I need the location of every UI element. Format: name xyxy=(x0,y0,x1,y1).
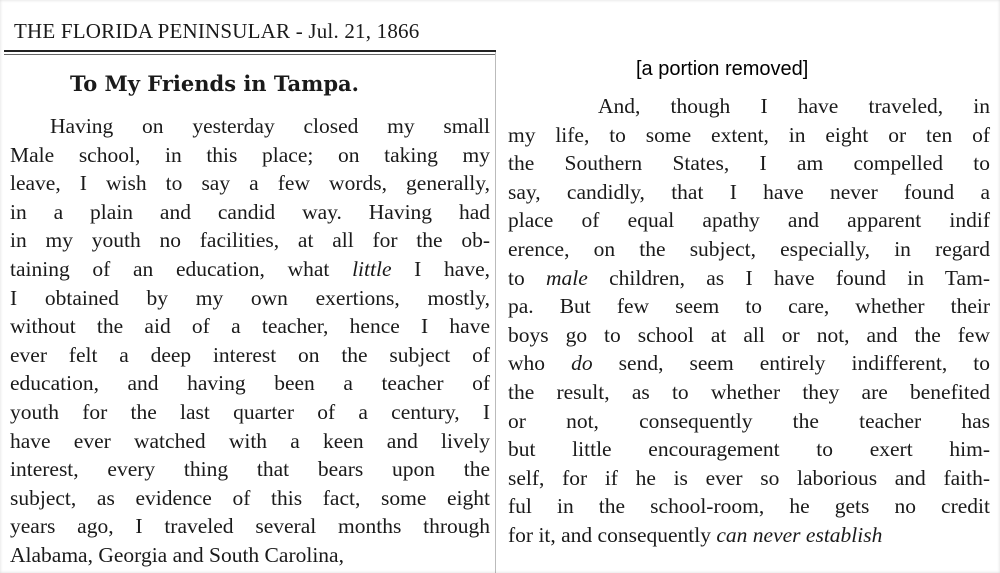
article-text-line: the Southern States, I am compelled to xyxy=(508,151,990,176)
article-text-line xyxy=(10,255,490,284)
article-text-line: Male school, in this place; on taking my xyxy=(10,142,490,167)
text-segment: for it, and consequently xyxy=(508,522,717,547)
article-text-line: my life, to some extent, in eight or ten of xyxy=(508,122,990,147)
article-text-line: say, candidly, that I have never found a xyxy=(508,179,990,204)
masthead-rule xyxy=(4,50,496,52)
article-text-line: ful in the school-room, he gets no credit xyxy=(508,494,990,519)
article-text-line: but little encouragement to exert him- xyxy=(508,437,990,462)
masthead-rule-thin xyxy=(4,54,496,55)
article-headline: To My Friends in Tampa. xyxy=(70,71,359,96)
article-text-line: boys go to school at all or not, and the few xyxy=(508,322,990,347)
article-text-line: pa. But few seem to care, whether their xyxy=(508,294,990,319)
article-text-line: or not, consequently the teacher has xyxy=(508,408,990,433)
article-text-line: erence, on the subject, especially, in regard xyxy=(508,236,990,261)
article-text-line: the result, as to whether they are benefited xyxy=(508,379,990,404)
article-text-line xyxy=(508,264,990,293)
article-text-line: interest, every thing that bears upon the xyxy=(10,457,490,482)
article-text-line: Alabama, Georgia and South Carolina, xyxy=(10,542,344,567)
text-segment: who xyxy=(508,351,572,376)
article-text-line: And, though I have traveled, in xyxy=(598,94,990,118)
newspaper-masthead: THE FLORIDA PENINSULAR - Jul. 21, 1866 xyxy=(14,19,420,43)
article-text-line: leave, I wish to say a few words, generally, xyxy=(10,171,490,196)
article-text-line: ever felt a deep interest on the subject of xyxy=(10,342,490,367)
article-text-line: education, and having been a teacher of xyxy=(10,371,490,396)
article-text-line: in my youth no facilities, at all for the ob- xyxy=(10,228,490,253)
article-text-line: years ago, I traveled several months through xyxy=(10,514,490,539)
article-text-line: have ever watched with a keen and lively xyxy=(10,428,490,453)
editorial-note: [a portion removed] xyxy=(636,58,809,80)
article-column-left xyxy=(10,112,490,570)
article-text-line: self, for if he is ever so laborious and faith- xyxy=(508,465,990,490)
article-text-line: place of equal apathy and apparent indif xyxy=(508,208,990,233)
article-text-line: I obtained by my own exertions, mostly, xyxy=(10,285,490,310)
column-divider xyxy=(495,52,496,573)
article-text-line xyxy=(508,349,990,378)
text-segment: to xyxy=(508,265,547,290)
article-text-line: subject, as evidence of this fact, some eight xyxy=(10,485,490,510)
article-text-line xyxy=(508,521,990,550)
text-segment: I have, xyxy=(391,256,490,281)
italic-emphasis: little xyxy=(352,256,392,281)
article-text-line: youth for the last quarter of a century, I xyxy=(10,399,490,424)
italic-emphasis: do xyxy=(571,351,593,376)
italic-emphasis: can never establish xyxy=(716,522,883,547)
article-text-line: without the aid of a teacher, hence I have xyxy=(10,314,490,339)
italic-emphasis: male xyxy=(546,265,588,290)
article-text-line: Having on yesterday closed my small xyxy=(50,114,490,138)
text-segment: send, seem entirely indifferent, to xyxy=(592,351,990,376)
article-text-line: in a plain and candid way. Having had xyxy=(10,199,490,224)
text-segment: taining of an education, what xyxy=(10,256,353,281)
text-segment: children, as I have found in Tam- xyxy=(587,265,990,290)
article-column-right xyxy=(508,92,990,550)
